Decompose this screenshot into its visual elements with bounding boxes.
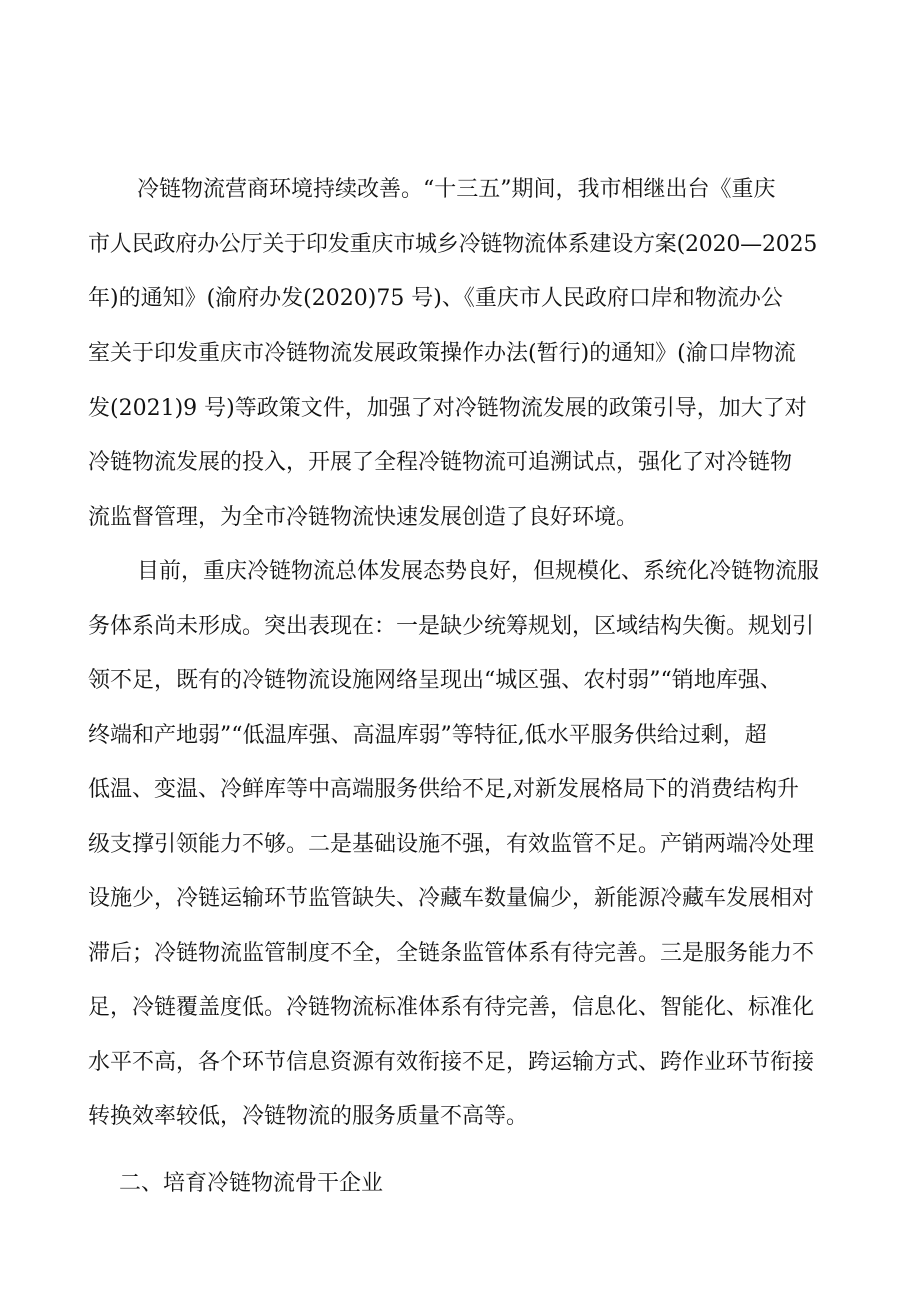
section-heading: 二、培育冷链物流骨干企业 bbox=[119, 1171, 384, 1196]
paragraph-2-line-11: 转换效率较低，冷链物流的服务质量不高等。 bbox=[88, 1104, 529, 1129]
paragraph-1-line-4: 室关于印发重庆市冷链物流发展政策操作办法(暂行)的通知》(渝口岸物流 bbox=[88, 341, 796, 366]
paragraph-2-line-7: 设施少，冷链运输环节监管缺失、冷藏车数量偏少，新能源冷藏车发展相对 bbox=[88, 886, 815, 911]
paragraph-1-line-6: 冷链物流发展的投入，开展了全程冷链物流可追溯试点，强化了对冷链物 bbox=[88, 450, 793, 475]
paragraph-1-line-5: 发(2021)9 号)等政策文件，加强了对冷链物流发展的政策引导，加大了对 bbox=[88, 396, 807, 421]
paragraph-2-line-9: 足，冷链覆盖度低。冷链物流标准体系有待完善，信息化、智能化、标准化 bbox=[88, 995, 815, 1020]
paragraph-2-line-5: 低温、变温、冷鲜库等中高端服务供给不足,对新发展格局下的消费结构升 bbox=[88, 777, 799, 802]
paragraph-2-line-6: 级支撑引领能力不够。二是基础设施不强，有效监管不足。产销两端冷处理 bbox=[88, 832, 815, 857]
paragraph-2-line-4: 终端和产地弱”“低温库强、高温库弱”等特征,低水平服务供给过剩，超 bbox=[88, 723, 767, 748]
paragraph-1-line-3: 年)的通知》(渝府办发(2020)75 号)、《重庆市人民政府口岸和物流办公 bbox=[88, 286, 783, 311]
paragraph-1-line-1: 冷链物流营商环境持续改善。“十三五”期间，我市相继出台《重庆 bbox=[137, 177, 776, 202]
paragraph-2-line-2: 务体系尚未形成。突出表现在：一是缺少统筹规划，区域结构失衡。规划引 bbox=[88, 614, 815, 639]
paragraph-2-line-1: 目前，重庆冷链物流总体发展态势良好，但规模化、系统化冷链物流服 bbox=[137, 559, 820, 584]
paragraph-1-line-2: 市人民政府办公厅关于印发重庆市城乡冷链物流体系建设方案(2020—2025 bbox=[88, 232, 818, 257]
paragraph-2-line-3: 领不足，既有的冷链物流设施网络呈现出“城区强、农村弱”“销地库强、 bbox=[88, 668, 782, 693]
paragraph-2-line-10: 水平不高，各个环节信息资源有效衔接不足，跨运输方式、跨作业环节衔接 bbox=[88, 1050, 815, 1075]
paragraph-2-line-8: 滞后；冷链物流监管制度不全，全链条监管体系有待完善。三是服务能力不 bbox=[88, 941, 815, 966]
paragraph-1-line-7: 流监督管理，为全市冷链物流快速发展创造了良好环境。 bbox=[88, 505, 639, 530]
